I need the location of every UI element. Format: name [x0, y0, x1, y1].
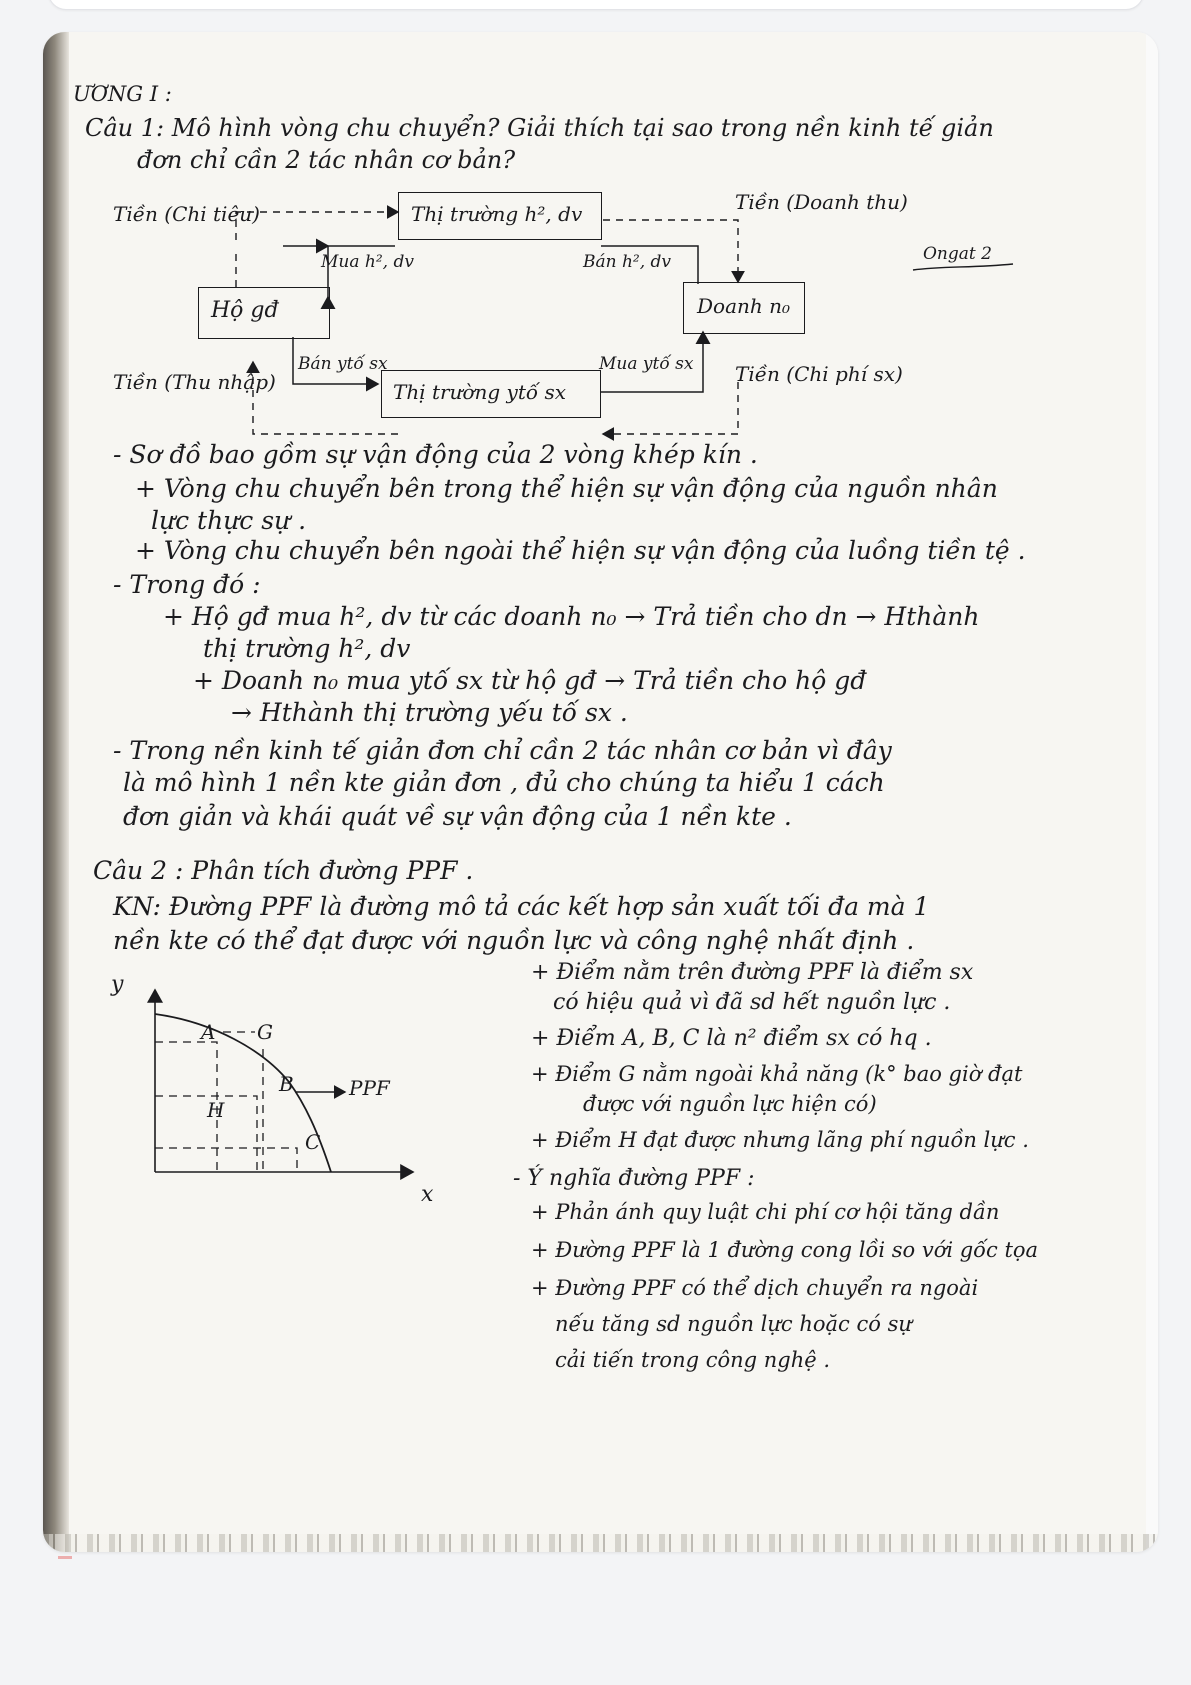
- q1-line-4: + Vòng chu chuyển bên ngoài thể hiện sự vận động của luồng tiền tệ .: [135, 536, 1026, 565]
- factor-market-label: Thị trường ytố sx: [393, 380, 567, 404]
- goods-market-label: Thị trường h², dv: [411, 202, 583, 226]
- q2-definition-line2: nền kte có thể đạt được với nguồn lực và công nghệ nhất định .: [113, 926, 915, 955]
- q2-title: Câu 2 : Phân tích đường PPF .: [93, 856, 474, 885]
- q1-line-12: đơn giản và khái quát về sự vận động của 1 nền kte .: [123, 802, 792, 831]
- q1-line-3: lực thực sự .: [151, 506, 307, 535]
- money-spending-label: Tiền (Chi tiêu): [113, 202, 260, 226]
- households-label: Hộ gđ: [211, 298, 279, 323]
- buy-factors-label: Mua ytố sx: [599, 354, 694, 374]
- note-image-card[interactable]: [43, 32, 1158, 1552]
- q2-note-11: nếu tăng sd nguồn lực hoặc có sự: [555, 1312, 912, 1336]
- q1-line-5: - Trong đó :: [113, 570, 261, 599]
- q1-line-1: - Sơ đồ bao gồm sự vận động của 2 vòng khép kín .: [113, 440, 758, 469]
- q1-line-2: + Vòng chu chuyển bên trong thể hiện sự vận động của nguồn nhân: [135, 474, 998, 503]
- sell-factors-label: Bán ytố sx: [298, 354, 388, 374]
- sell-goods-label: Bán h², dv: [583, 252, 672, 272]
- ppf-y-axis-label: y: [111, 972, 124, 997]
- q2-note-8: + Phản ánh quy luật chi phí cơ hội tăng dần: [531, 1200, 1000, 1224]
- q1-line-9: → Hthành thị trường yếu tố sx .: [231, 698, 628, 727]
- ppf-point-g: G: [257, 1020, 273, 1044]
- margin-mark: Ongat 2: [923, 244, 992, 264]
- footer-mark: [58, 1556, 72, 1559]
- q1-line-7: thị trường h², dv: [203, 634, 411, 663]
- ppf-point-b: B: [279, 1072, 294, 1096]
- q2-note-3: + Điểm A, B, C là n² điểm sx có hq .: [531, 1026, 932, 1051]
- money-revenue-label: Tiền (Doanh thu): [735, 190, 908, 214]
- ppf-point-c: C: [305, 1130, 321, 1154]
- q2-note-6: + Điểm H đạt được nhưng lãng phí nguồn lực .: [531, 1128, 1029, 1152]
- q2-note-2: có hiệu quả vì đã sd hết nguồn lực .: [553, 990, 951, 1015]
- ppf-point-a: A: [201, 1020, 216, 1044]
- q2-note-5: được với nguồn lực hiện có): [583, 1092, 877, 1116]
- q1-title-line2: đơn chỉ cần 2 tác nhân cơ bản?: [137, 146, 516, 174]
- page-bottom-edge: [43, 1534, 1158, 1552]
- q2-note-7: - Ý nghĩa đường PPF :: [513, 1166, 755, 1191]
- buy-goods-label: Mua h², dv: [321, 252, 414, 272]
- chapter-heading: ƯƠNG I :: [73, 82, 172, 106]
- previous-card: [48, 0, 1144, 10]
- q1-title-line1: Câu 1: Mô hình vòng chu chuyển? Giải thích tại sao trong nền kinh tế giản: [85, 114, 994, 142]
- ppf-point-h: H: [207, 1098, 225, 1122]
- q2-definition-line1: KN: Đường PPF là đường mô tả các kết hợp sản xuất tối đa mà 1: [113, 892, 930, 921]
- ppf-x-axis-label: x: [421, 1182, 434, 1207]
- money-income-label: Tiền (Thu nhập): [113, 370, 276, 394]
- q1-line-8: + Doanh n₀ mua ytố sx từ hộ gđ → Trả tiền cho hộ gđ: [193, 666, 867, 695]
- q1-line-11: là mô hình 1 nền kte giản đơn , đủ cho chúng ta hiểu 1 cách: [123, 768, 885, 797]
- q2-note-4: + Điểm G nằm ngoài khả năng (k° bao giờ đạt: [531, 1062, 1023, 1086]
- q2-note-9: + Đường PPF là 1 đường cong lồi so với gốc tọa: [531, 1238, 1039, 1262]
- ppf-curve-label: PPF: [349, 1076, 390, 1100]
- q2-note-1: + Điểm nằm trên đường PPF là điểm sx: [531, 960, 974, 985]
- q1-line-6: + Hộ gđ mua h², dv từ các doanh n₀ → Trả tiền cho dn → Hthành: [163, 602, 980, 631]
- money-cost-label: Tiền (Chi phí sx): [735, 362, 903, 386]
- firms-label: Doanh n₀: [697, 294, 791, 318]
- q2-note-10: + Đường PPF có thể dịch chuyển ra ngoài: [531, 1276, 979, 1300]
- q2-note-12: cải tiến trong công nghệ .: [555, 1348, 831, 1372]
- q1-line-10: - Trong nền kinh tế giản đơn chỉ cần 2 tác nhân cơ bản vì đây: [113, 736, 892, 765]
